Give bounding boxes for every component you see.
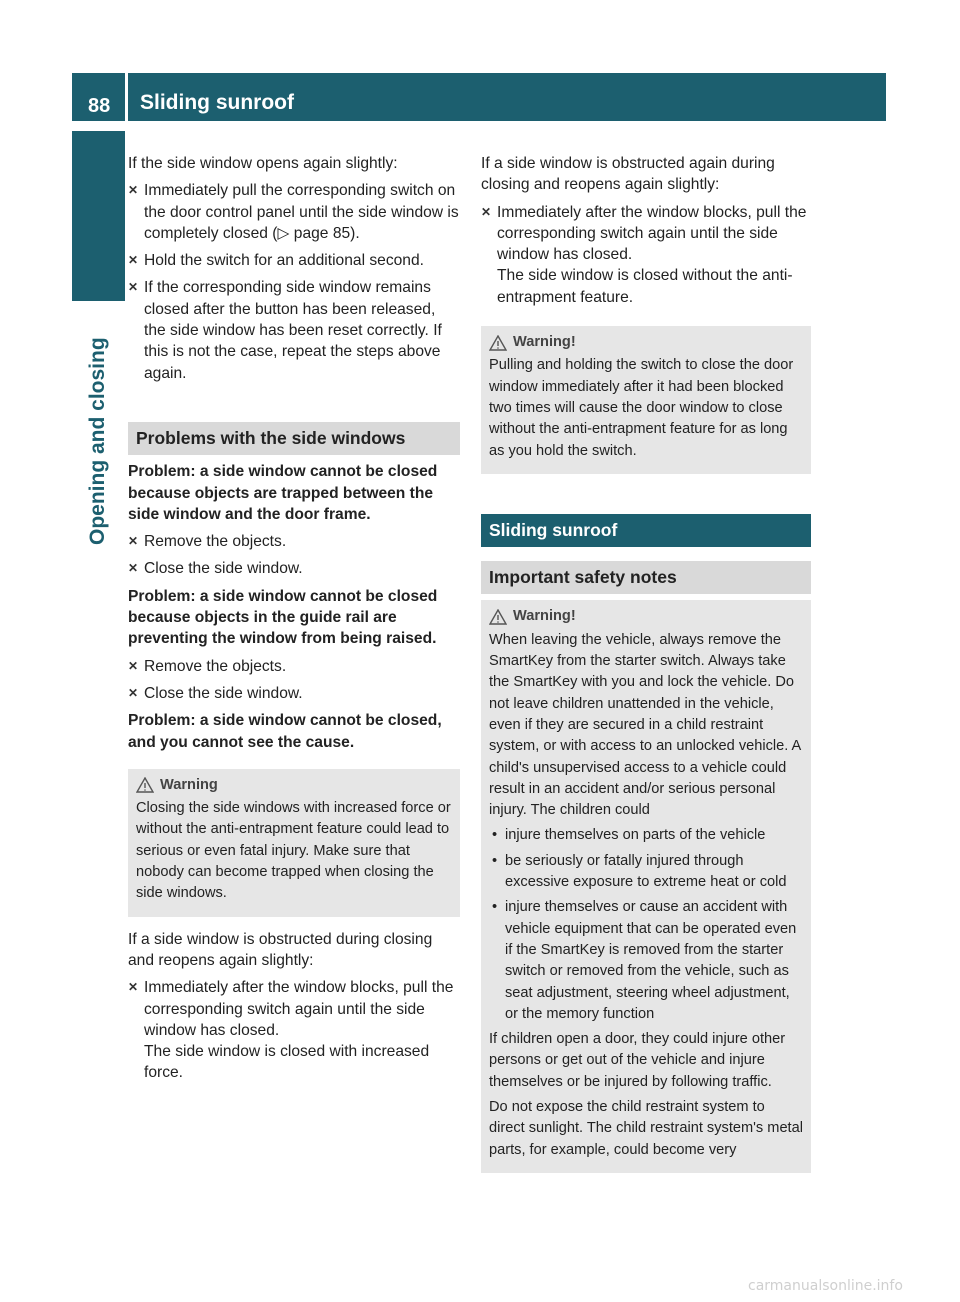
warning-title: Warning! — [489, 606, 803, 627]
step-arrow-icon: ✕ — [128, 253, 139, 268]
problem-text: Problem: a side window cannot be closed because objects are trapped between the side window and the door frame. — [128, 463, 438, 523]
page-title: Sliding sunroof — [128, 73, 886, 121]
warning-title: Warning! — [489, 332, 803, 353]
step-item: ✕ Remove the objects. — [128, 656, 460, 677]
warning-text: Pulling and holding the switch to close the door window immediately after it had been blocked two times will cause the door window to close without the anti-entrapment feature for as long as you hold the switch. — [489, 357, 794, 459]
step-item: ✕ Hold the switch for an additional second. — [128, 250, 460, 271]
step-item: ✕ Immediately after the window blocks, pull the corresponding switch again until the side window has closed. The side window is closed without the anti-entrapment feature. — [481, 203, 807, 306]
bullet-dot-icon: • — [492, 852, 498, 869]
section-heading: Problems with the side windows — [128, 422, 460, 455]
right-column — [481, 153, 811, 1185]
side-tab-block — [72, 131, 125, 301]
step-item: ✕ Close the side window. — [128, 683, 460, 704]
warning-triangle-icon — [136, 777, 154, 793]
problem-text: Problem: a side window cannot be closed because objects in the guide rail are preventing the window from being raised. — [128, 587, 438, 648]
chapter-side-label: Opening and closing — [86, 337, 109, 545]
paragraph: If a side window is obstructed during closing and reopens again slightly: — [128, 930, 433, 969]
watermark: carmanualsonline.info — [748, 1278, 903, 1294]
list-item: • injure themselves on parts of the vehicle — [489, 825, 803, 846]
list-item: • injure themselves or cause an accident with vehicle equipment that can be operated even if the SmartKey is removed from the starter switch or removed from the vehicle, such as seat adjustment, steering wheel adjustment, or the memory function — [492, 899, 797, 1022]
warning-box — [128, 769, 460, 917]
step-arrow-icon: ✕ — [128, 534, 139, 549]
bullet-dot-icon: • — [492, 899, 498, 916]
page-number: 88 — [72, 73, 125, 121]
problem-text: Problem: a side window cannot be closed, and you cannot see the cause. — [128, 712, 442, 751]
step-arrow-icon: ✕ — [128, 658, 139, 673]
step-arrow-icon: ✕ — [128, 980, 139, 995]
warning-triangle-icon — [489, 609, 507, 625]
left-column — [128, 153, 460, 1090]
step-arrow-icon: ✕ — [128, 561, 139, 576]
step-arrow-icon: ✕ — [481, 204, 492, 219]
section-heading: Sliding sunroof — [481, 514, 811, 547]
intro-text: If a side window is obstructed again during closing and reopens again slightly: — [481, 155, 775, 194]
warning-text: Do not expose the child restraint system to direct sunlight. The child restraint system's metal parts, for example, could become very — [489, 1098, 803, 1158]
step-arrow-icon: ✕ — [128, 280, 139, 295]
step-item: ✕ If the corresponding side window remains closed after the button has been released, the side window has been reset correctly. If this is not the case, repeat the steps above again. — [128, 279, 442, 382]
list-item: • be seriously or fatally injured through excessive exposure to extreme heat or cold — [492, 852, 787, 891]
warning-triangle-icon — [489, 335, 507, 351]
step-item: ✕ Remove the objects. — [128, 531, 460, 552]
intro-text: If the side window opens again slightly: — [128, 155, 398, 172]
subsection-heading: Important safety notes — [481, 561, 811, 594]
step-arrow-icon: ✕ — [128, 183, 139, 198]
step-item: ✕ Close the side window. — [128, 558, 460, 579]
warning-box — [481, 600, 811, 1172]
warning-text: Closing the side windows with increased force or without the anti-entrapment feature could lead to serious or even fatal injury. Make sure that nobody can become trapped when closing the side windows. — [136, 800, 451, 902]
warning-title: Warning — [136, 775, 452, 796]
warning-text: When leaving the vehicle, always remove the SmartKey from the starter switch. Always take the SmartKey with you and lock the vehicle. Do not leave children unattended in the vehicle, even if they are secured in a child restraint system, or with access to an unlocked vehicle. A child's unsupervised access to a vehicle could result in an accident and/or serious personal injury. The children could — [489, 631, 801, 819]
step-item: ✕ Immediately pull the corresponding switch on the door control panel until the side window is completely closed (▷ page 85). — [128, 182, 459, 242]
step-item: ✕ Immediately after the window blocks, pull the corresponding switch again until the side window has closed. The side window is closed with increased force. — [128, 979, 454, 1082]
step-arrow-icon: ✕ — [128, 685, 139, 700]
bullet-dot-icon: • — [492, 827, 498, 844]
warning-box — [481, 326, 811, 474]
warning-text: If children open a door, they could injure other persons or get out of the vehicle and injure themselves or be injured by following traffic. — [489, 1031, 786, 1090]
